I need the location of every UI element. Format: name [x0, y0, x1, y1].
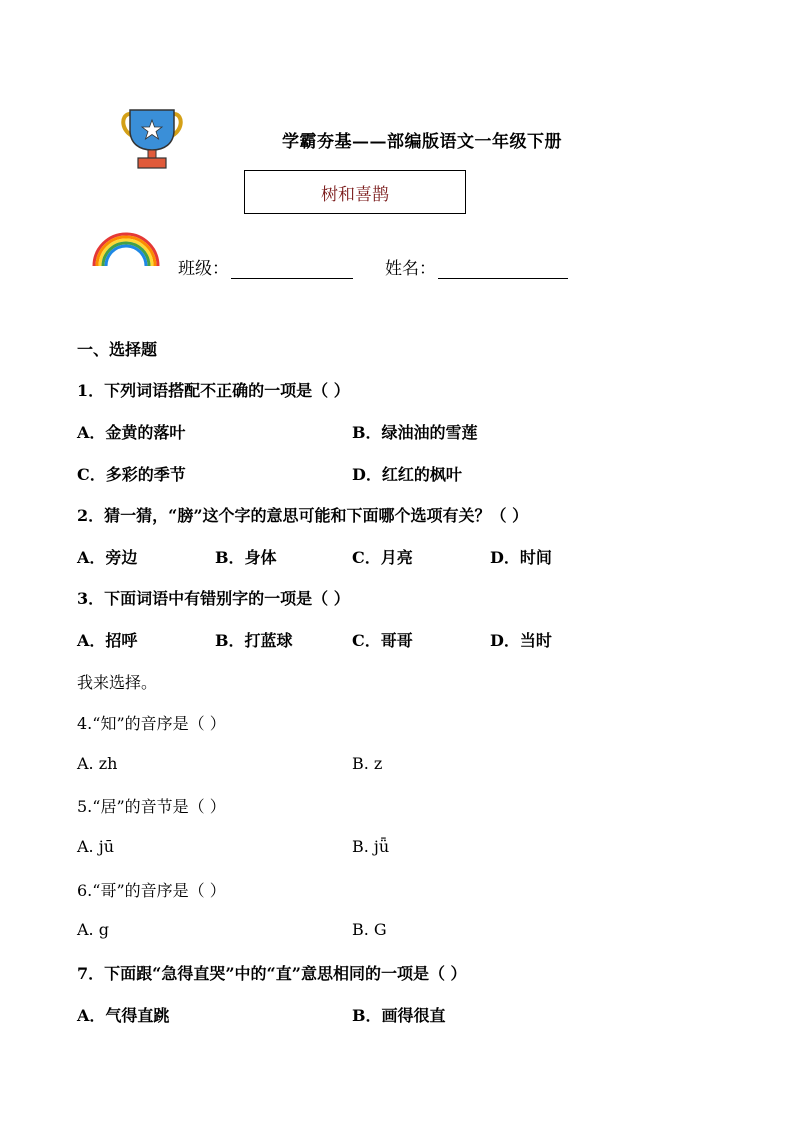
option-c[interactable]: C．月亮: [352, 548, 413, 567]
option-d[interactable]: D．红红的枫叶: [352, 465, 462, 484]
option-b[interactable]: B. z: [352, 754, 383, 773]
option-a[interactable]: A. jū: [77, 837, 114, 856]
option-b[interactable]: B．身体: [215, 548, 277, 567]
option-a[interactable]: A．旁边: [77, 548, 138, 567]
header-title: 学霸夯基——部编版语文一年级下册: [282, 132, 562, 152]
section-heading: 一、选择题: [77, 340, 158, 359]
option-a[interactable]: A. zh: [77, 754, 118, 773]
class-field: [178, 254, 353, 279]
option-b[interactable]: B. G: [352, 920, 387, 939]
option-a[interactable]: A．气得直跳: [77, 1006, 170, 1025]
question-3-options: [77, 628, 777, 650]
option-b[interactable]: B．绿油油的雪莲: [352, 423, 478, 442]
class-blank[interactable]: [231, 260, 353, 279]
option-b[interactable]: B．打蓝球: [215, 631, 293, 650]
option-b[interactable]: B．画得很直: [352, 1006, 446, 1025]
question-1-options-row2: [77, 462, 777, 484]
question-7-options: [77, 1003, 777, 1025]
question-1-options-row1: [77, 420, 777, 442]
question-4-stem: 4.“知”的音序是（ ）: [77, 714, 226, 733]
name-label: 姓名：: [385, 259, 436, 279]
question-6-options: [77, 920, 777, 942]
subsection-intro: 我来选择。: [77, 673, 158, 692]
option-a[interactable]: A. g: [77, 920, 109, 939]
question-7-stem: 7．下面跟“急得直哭”中的“直”意思相同的一项是（ ）: [77, 964, 467, 983]
question-1-stem: 1．下列词语搭配不正确的一项是（ ）: [77, 381, 350, 400]
class-label: 班级：: [178, 259, 229, 279]
option-a[interactable]: A．金黄的落叶: [77, 423, 186, 442]
option-c[interactable]: C．多彩的季节: [77, 465, 186, 484]
option-d[interactable]: D．当时: [490, 631, 552, 650]
rainbow-icon: [90, 228, 162, 268]
option-d[interactable]: D．时间: [490, 548, 552, 567]
question-3-stem: 3．下面词语中有错别字的一项是（ ）: [77, 589, 350, 608]
option-c[interactable]: C．哥哥: [352, 631, 413, 650]
question-4-options: [77, 754, 777, 776]
trophy-icon: [118, 108, 186, 170]
lesson-title: 树和喜鹊: [321, 184, 389, 205]
question-6-stem: 6.“哥”的音序是（ ）: [77, 881, 226, 900]
question-2-stem: 2．猜一猜，“膀”这个字的意思可能和下面哪个选项有关？（ ）: [77, 506, 529, 525]
name-field: [385, 254, 568, 279]
option-a[interactable]: A．招呼: [77, 631, 138, 650]
name-blank[interactable]: [438, 260, 568, 279]
question-5-stem: 5.“居”的音节是（ ）: [77, 797, 226, 816]
lesson-title-box: [244, 170, 466, 214]
question-5-options: [77, 837, 777, 859]
question-2-options: [77, 545, 777, 567]
option-b[interactable]: B. jǖ: [352, 837, 390, 856]
